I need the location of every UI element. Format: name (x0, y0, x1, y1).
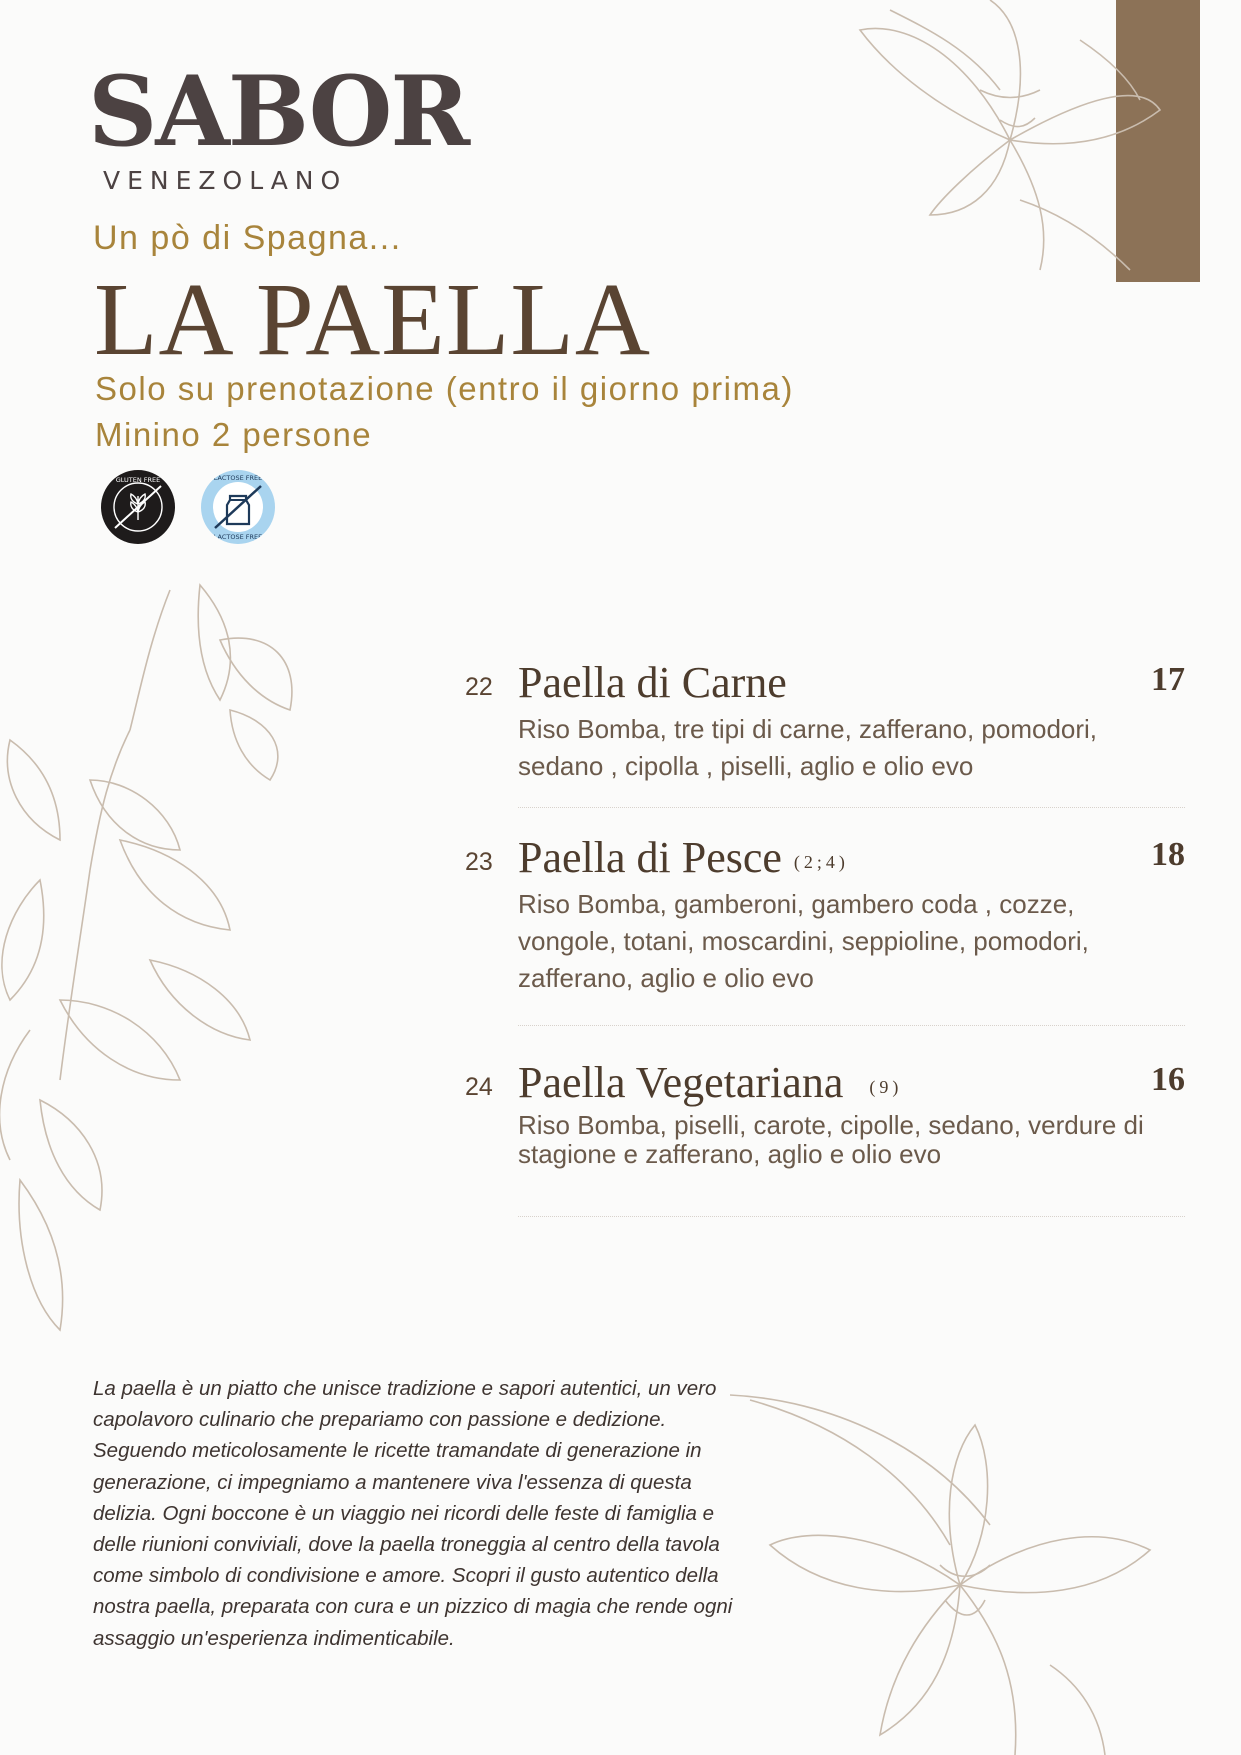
menu-item-description: Riso Bomba, piselli, carote, cipolle, sedano, verdure di stagione e zafferano, aglio e olio evo (518, 1110, 1144, 1169)
menu-item-name (518, 658, 787, 707)
menu-item-number: 23 (465, 848, 493, 876)
menu-item-number: 22 (465, 673, 493, 701)
brand-tagline: VENEZOLANO (103, 166, 348, 195)
menu-item-divider (518, 1025, 1185, 1026)
page-kicker: Un pò di Spagna... (93, 219, 402, 257)
menu-item-allergens: (2;4) (793, 851, 849, 872)
lactose-free-icon (201, 470, 275, 544)
menu-item (465, 655, 1185, 815)
menu-item-price: 16 (1151, 1061, 1185, 1098)
menu-item (465, 1055, 1185, 1225)
brand-logo: SABOR (88, 55, 469, 168)
gluten-free-icon (101, 470, 175, 544)
lactose-free-badge-label-bottom: LACTOSE FREE (213, 533, 263, 541)
orchid-illustration-top (850, 0, 1180, 280)
minimum-people-note: Minino 2 persone (95, 416, 373, 453)
orchid-illustration-bottom (730, 1385, 1170, 1755)
menu-item-description: Riso Bomba, gamberoni, gambero coda , cozze, vongole, totani, moscardini, seppioline, pomodori, zafferano, aglio e olio evo (518, 889, 1089, 993)
menu-item-price: 18 (1151, 836, 1185, 873)
menu-item-name (518, 833, 849, 882)
menu-item-title: Paella Vegetariana (518, 1058, 844, 1107)
menu-item-price: 17 (1151, 661, 1185, 698)
page-title: LA PAELLA (94, 262, 651, 377)
menu-item-allergens: (9) (869, 1076, 903, 1097)
paella-story-paragraph: La paella è un piatto che unisce tradizione e sapori autentici, un vero capolavoro culinario che prepariamo con passione e dedizione. Seguendo meticolosamente le ricette tramandate di generazione in generazione, ci impegniamo a mantenere viva l'essenza di questa delizia. Ogni boccone è un viaggio nei ricordi delle feste di famiglia e delle riunioni conviviali, dove la paella troneggia al centro della tavola come simbolo di condivisione e amore. Scopri il gusto autentico della nostra paella, preparata con cura e un pizzico di magia che rende ogni assaggio un'esperienza indimenticabile. (93, 1377, 733, 1650)
reservation-note: Solo su prenotazione (entro il giorno prima) (95, 370, 794, 407)
menu-item-title: Paella di Carne (518, 658, 787, 707)
menu-item-number: 24 (465, 1073, 493, 1101)
menu-item-name (518, 1058, 903, 1107)
menu-item-divider (518, 807, 1185, 808)
gluten-free-badge-label-top: GLUTEN FREE (115, 476, 161, 484)
menu-item-divider (518, 1216, 1185, 1217)
menu-item-title: Paella di Pesce (518, 833, 782, 882)
menu-item-description: Riso Bomba, tre tipi di carne, zafferano, pomodori, sedano , cipolla , piselli, aglio e olio evo (518, 714, 1098, 781)
menu-item (465, 830, 1185, 1030)
orchid-illustration-left (0, 580, 310, 1350)
lactose-free-badge-label-top: LACTOSE FREE (213, 474, 263, 482)
